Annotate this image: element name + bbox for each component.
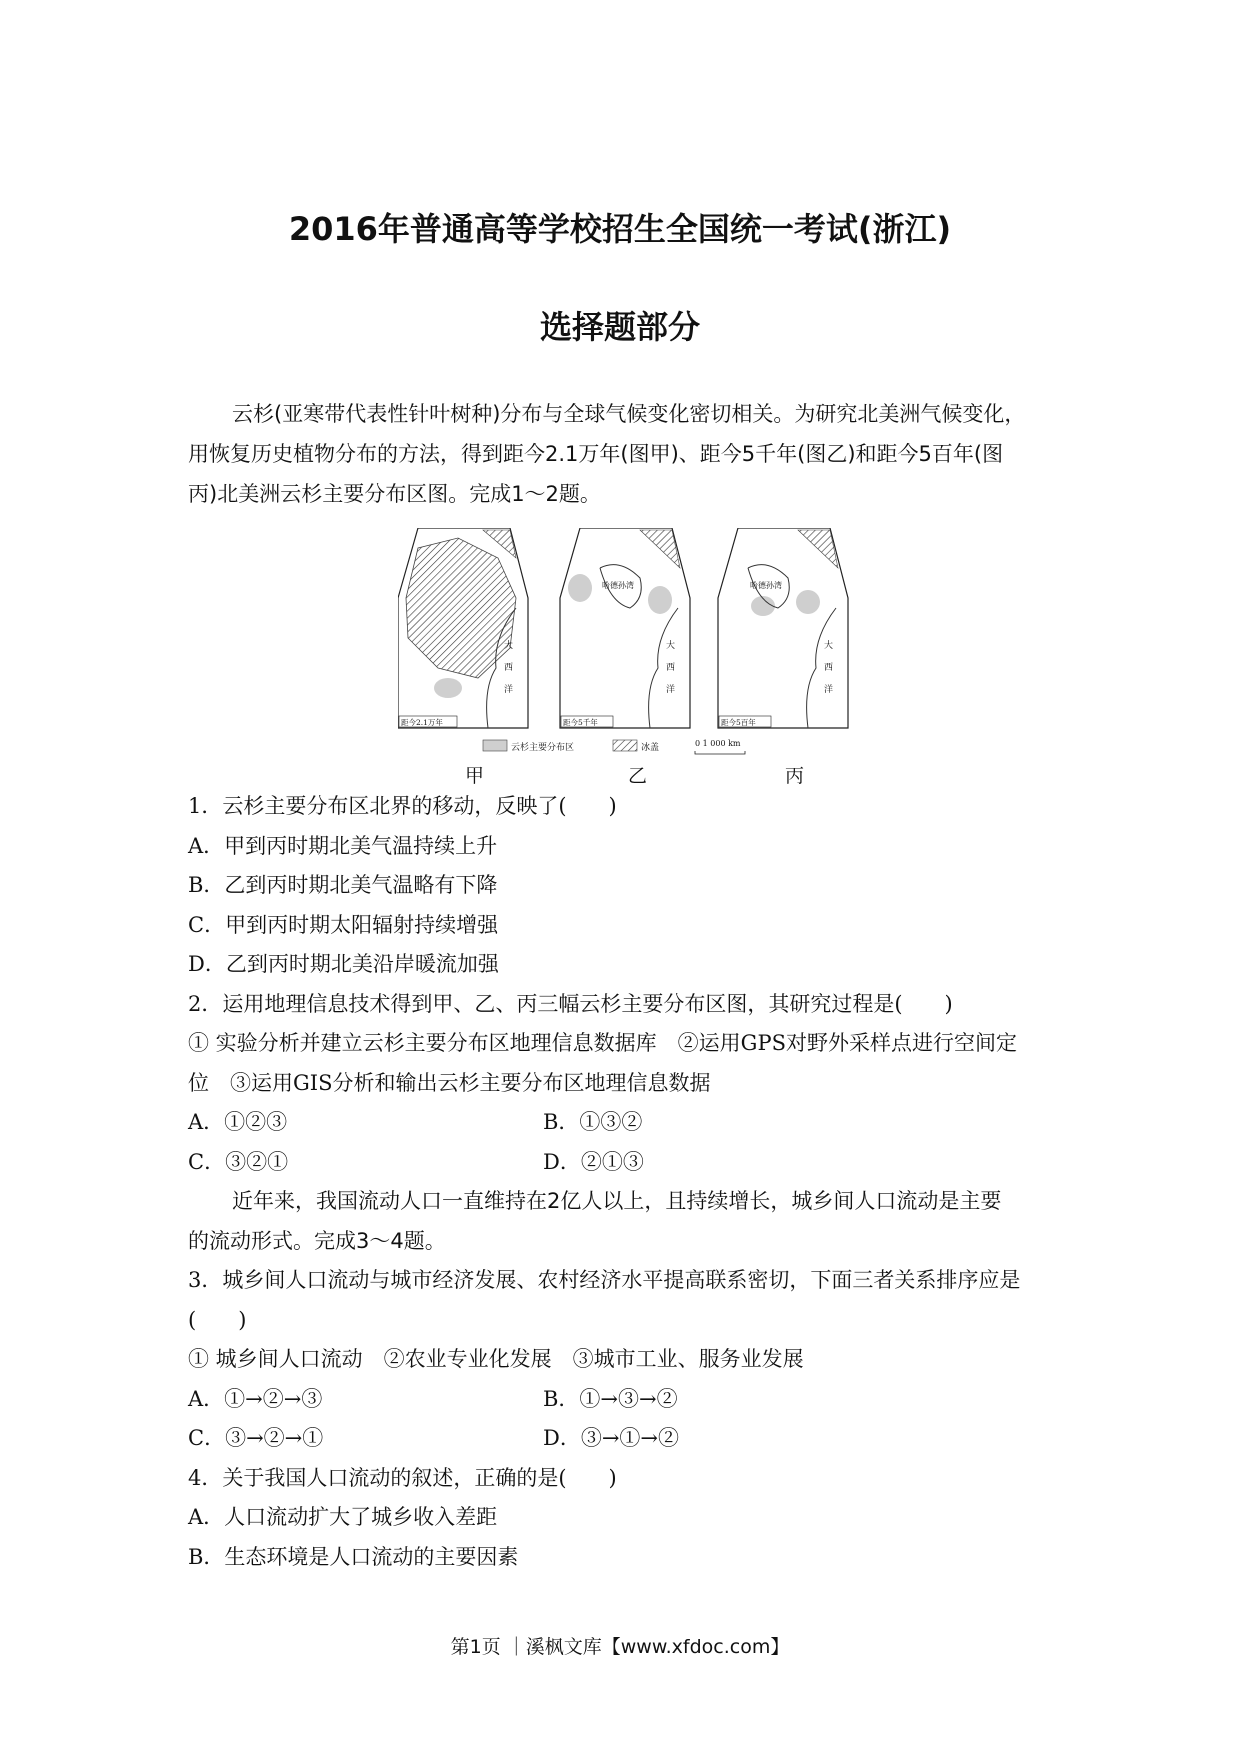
map-jia xyxy=(398,528,528,728)
map-jia-ocean-1: 大 xyxy=(504,641,514,651)
map-jia-ocean-2: 西 xyxy=(504,663,514,673)
q4-option-a: A．人口流动扩大了城乡收入差距 xyxy=(188,1505,498,1529)
intro1-line2: 用恢复历史植物分布的方法，得到距今2.1万年(图甲)、距今5千年(图乙)和距今5百年(图 xyxy=(188,442,1004,466)
map-bing-ocean-3: 洋 xyxy=(824,685,834,695)
intro1-line3: 丙)北美洲云杉主要分布区图。完成1～2题。 xyxy=(188,482,601,506)
map-bing-age: 距今5百年 xyxy=(721,718,756,727)
map-yi-ocean-1: 大 xyxy=(666,641,676,651)
legend-spruce: 云杉主要分布区 xyxy=(511,743,575,753)
q3-stem-paren: ( ) xyxy=(188,1308,247,1332)
map-bing-region: 哈德孙湾 xyxy=(750,581,782,590)
q4-option-b: B．生态环境是人口流动的主要因素 xyxy=(188,1545,519,1569)
q2-option-b: B．①③② xyxy=(543,1110,643,1134)
q1-option-b: B．乙到丙时期北美气温略有下降 xyxy=(188,873,498,897)
section-title: 选择题部分 xyxy=(539,308,700,346)
map-yi xyxy=(560,528,690,728)
legend-ice: 冰盖 xyxy=(641,743,660,753)
spruce-distribution-figure xyxy=(398,528,870,780)
intro1-line1: 云杉(亚寒带代表性针叶树种)分布与全球气候变化密切相关。为研究北美洲气候变化， xyxy=(232,402,1026,426)
q3-stem: 3．城乡间人口流动与城市经济发展、农村经济水平提高联系密切，下面三者关系排序应是 xyxy=(188,1268,1021,1292)
map-yi-age: 距今5千年 xyxy=(563,718,598,727)
q3-option-a: A．①→②→③ xyxy=(188,1387,323,1411)
intro2-line2: 的流动形式。完成3～4题。 xyxy=(188,1229,446,1253)
q2-option-a: A．①②③ xyxy=(188,1110,288,1134)
q2-items-line2: 位 ③运用GIS分析和输出云杉主要分布区地理信息数据 xyxy=(188,1071,711,1095)
map-yi-ocean-3: 洋 xyxy=(666,685,676,695)
q3-items: ① 城乡间人口流动 ②农业专业化发展 ③城市工业、服务业发展 xyxy=(188,1347,804,1371)
caption-jia: 甲 xyxy=(465,765,485,787)
map-jia-age: 距今2.1万年 xyxy=(401,718,443,727)
map-yi-ocean-2: 西 xyxy=(666,663,676,673)
legend-scale: 0 1 000 km xyxy=(695,739,741,748)
q1-option-a: A．甲到丙时期北美气温持续上升 xyxy=(188,834,498,858)
q3-option-c: C．③→②→① xyxy=(188,1426,324,1450)
map-bing-ocean-2: 西 xyxy=(824,663,834,673)
map-bing-ocean-1: 大 xyxy=(824,641,834,651)
q1-option-c: C．甲到丙时期太阳辐射持续增强 xyxy=(188,913,499,937)
q3-option-b: B．①→③→② xyxy=(543,1387,678,1411)
q4-stem: 4．关于我国人口流动的叙述，正确的是( ) xyxy=(188,1466,617,1490)
figure-legend xyxy=(483,739,745,754)
q2-stem: 2．运用地理信息技术得到甲、乙、丙三幅云杉主要分布区图，其研究过程是( ) xyxy=(188,992,953,1016)
map-jia-ocean-3: 洋 xyxy=(504,685,514,695)
q1-option-d: D．乙到丙时期北美沿岸暖流加强 xyxy=(188,952,499,976)
intro2-line1: 近年来，我国流动人口一直维持在2亿人以上，且持续增长，城乡间人口流动是主要 xyxy=(232,1189,1002,1213)
q1-stem: 1．云杉主要分布区北界的移动，反映了( ) xyxy=(188,794,617,818)
q2-option-d: D．②①③ xyxy=(543,1150,644,1174)
map-yi-region: 哈德孙湾 xyxy=(602,581,634,590)
exam-title: 2016年普通高等学校招生全国统一考试(浙江) xyxy=(288,210,952,248)
q2-items-line1: ① 实验分析并建立云杉主要分布区地理信息数据库 ②运用GPS对野外采样点进行空间定 xyxy=(188,1031,1017,1055)
caption-bing: 丙 xyxy=(785,765,805,787)
q2-option-c: C．③②① xyxy=(188,1150,289,1174)
caption-yi: 乙 xyxy=(628,765,648,787)
page-footer: 第1页 ｜溪枫文库【www.xfdoc.com】 xyxy=(450,1636,790,1658)
q3-option-d: D．③→①→② xyxy=(543,1426,680,1450)
map-bing xyxy=(718,528,848,728)
